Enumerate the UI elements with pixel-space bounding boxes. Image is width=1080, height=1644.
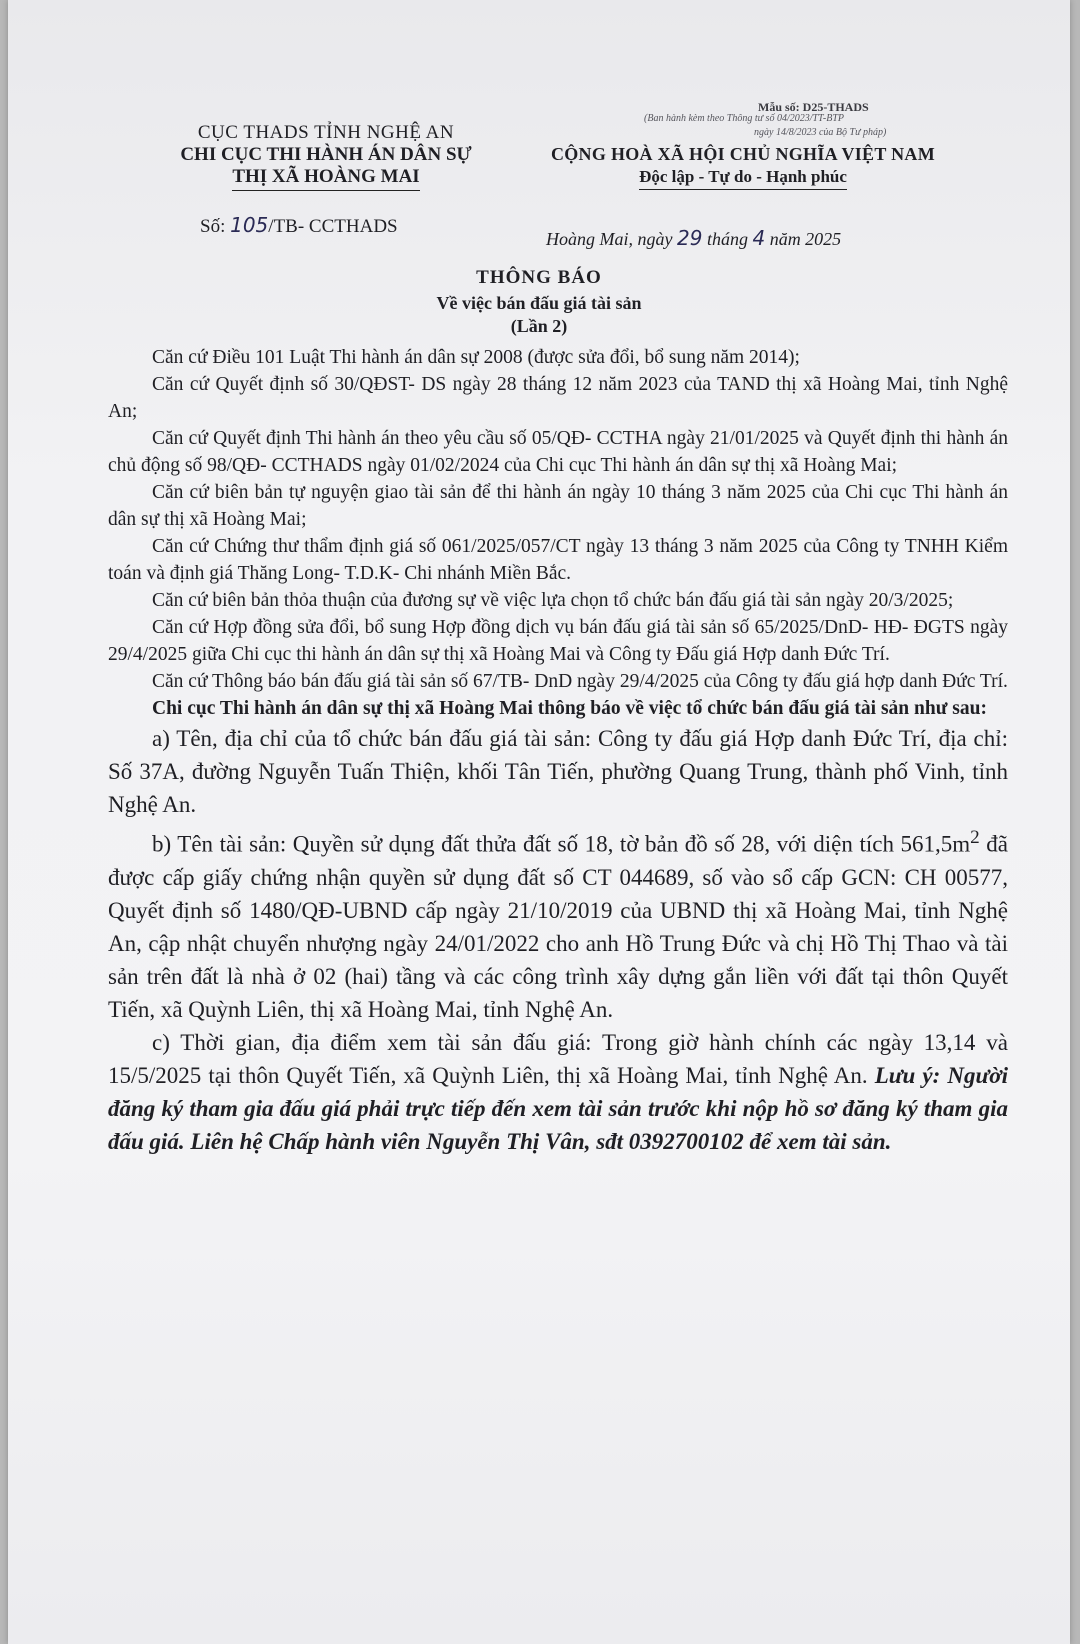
legal-basis-1: Căn cứ Điều 101 Luật Thi hành án dân sự 2008 (được sửa đổi, bổ sung năm 2014); (152, 347, 800, 368)
document-number (200, 213, 398, 238)
date-part1: Hoàng Mai, ngày (546, 229, 677, 249)
legal-basis-2: Căn cứ Quyết định số 30/QĐST- DS ngày 28 tháng 12 năm 2023 của TAND thị xã Hoàng Mai, tỉnh Nghệ An; (108, 374, 1008, 422)
legal-basis-8: Căn cứ Thông báo bán đấu giá tài sản số 67/TB- DnD ngày 29/4/2025 của Công ty đấu giá hợp danh Đức Trí. (152, 671, 1008, 692)
document-round: (Lần 2) (510, 316, 568, 336)
agency-header (156, 122, 496, 191)
legal-basis-3: Căn cứ Quyết định Thi hành án theo yêu cầu số 05/QĐ- CCTHA ngày 21/01/2025 và Quyết định thi hành án chủ động số 98/QĐ- CCTHADS ngày 01/02/2024 của Chi cục Thi hành án dân sự thị xã Hoàng Mai; (108, 428, 1008, 476)
nation-motto: Độc lập - Tự do - Hạnh phúc (639, 167, 847, 190)
docno-handwritten: 105 (230, 213, 269, 237)
form-code: Mẫu số: D25-THADS (758, 100, 869, 114)
item-c-note: Lưu ý: Người đăng ký tham gia đấu giá phải trực tiếp đến xem tài sản trước khi nộp hồ sơ đăng ký tham gia đấu giá. Liên hệ Chấp hành viên Nguyễn Thị Vân, sđt 0392700102 để xem tài sản. (108, 1062, 1008, 1154)
nation-line1: CỘNG HOÀ XÃ HỘI CHỦ NGHĨA VIỆT NAM (550, 144, 936, 164)
item-c-viewing (108, 1026, 1008, 1158)
legal-basis-4: Căn cứ biên bản tự nguyện giao tài sản để thi hành án ngày 10 tháng 3 năm 2025 của Chi cục Thi hành án dân sự thị xã Hoàng Mai; (108, 482, 1008, 530)
agency-line3: THỊ XÃ HOÀNG MAI (232, 166, 419, 191)
date-part3: năm 2025 (765, 229, 842, 249)
date-month: 4 (752, 226, 766, 250)
agency-line1: CỤC THADS TỈNH NGHỆ AN (197, 122, 455, 143)
item-c-text: c) Thời gian, địa điểm xem tài sản đấu giá: Trong giờ hành chính các ngày 13,14 và 15/5/2025 tại thôn Quyết Tiến, xã Quỳnh Liên, thị xã Hoàng Mai, tỉnh Nghệ An. (108, 1029, 1008, 1088)
legal-basis-5: Căn cứ Chứng thư thẩm định giá số 061/2025/057/CT ngày 13 tháng 3 năm 2025 của Công ty TNHH Kiểm toán và định giá Thăng Long- T.D.K- Chi nhánh Miền Bắc. (108, 536, 1008, 584)
form-note-line1: (Ban hành kèm theo Thông tư số 04/2023/TT-BTP (644, 113, 844, 124)
form-note-line2: ngày 14/8/2023 của Bộ Tư pháp) (754, 127, 887, 138)
document-page (8, 0, 1070, 1644)
document-subject: Về việc bán đấu giá tài sản (436, 293, 642, 313)
item-a-organizer: a) Tên, địa chỉ của tổ chức bán đấu giá tài sản: Công ty đấu giá Hợp danh Đức Trí, địa chỉ: Số 37A, đường Nguyễn Tuấn Thiện, khối Tân Tiến, phường Quang Trung, thành phố Vinh, tỉnh Nghệ An. (108, 726, 1008, 817)
item-b-sup: 2 (970, 827, 980, 848)
agency-line2: CHI CỤC THI HÀNH ÁN DÂN SỰ (180, 144, 472, 165)
announcement-intro: Chi cục Thi hành án dân sự thị xã Hoàng Mai thông báo về việc tổ chức bán đấu giá tài sản như sau: (152, 698, 987, 719)
item-b-text2: đã được cấp giấy chứng nhận quyền sử dụng đất số CT 044689, số vào sổ cấp GCN: CH 00577, Quyết định số 1480/QĐ-UBND cấp ngày 21/10/2019 của UBND thị xã Hoàng Mai, tỉnh Nghệ An, cập nhật chuyển nhượng ngày 24/01/2022 cho anh Hồ Trung Đức và chị Hồ Thị Thao và tài sản trên đất là nhà ở 02 (hai) tầng và các công trình xây dựng gắn liền với đất tại thôn Quyết Tiến, xã Quỳnh Liên, thị xã Hoàng Mai, tỉnh Nghệ An. (108, 831, 1008, 1022)
document-title: THÔNG BÁO (476, 267, 602, 288)
item-b-asset (108, 821, 1008, 1026)
date-day: 29 (676, 226, 703, 250)
docno-suffix: /TB- CCTHADS (268, 216, 398, 237)
item-b-text1: b) Tên tài sản: Quyền sử dụng đất thửa đất số 18, tờ bản đồ số 28, với diện tích 561,5m (152, 831, 971, 857)
date-part2: tháng (702, 229, 753, 249)
document-date (546, 226, 841, 250)
legal-basis-6: Căn cứ biên bản thỏa thuận của đương sự về việc lựa chọn tổ chức bán đấu giá tài sản ngày 20/3/2025; (152, 590, 954, 611)
docno-prefix: Số: (200, 216, 231, 237)
document-body (108, 344, 1008, 1158)
nation-header (518, 144, 968, 190)
legal-basis-7: Căn cứ Hợp đồng sửa đổi, bổ sung Hợp đồng dịch vụ bán đấu giá tài sản số 65/2025/DnD- HĐ- ĐGTS ngày 29/4/2025 giữa Chi cục thi hành án dân sự thị xã Hoàng Mai và Công ty Đấu giá Hợp danh Đức Trí. (108, 617, 1008, 665)
